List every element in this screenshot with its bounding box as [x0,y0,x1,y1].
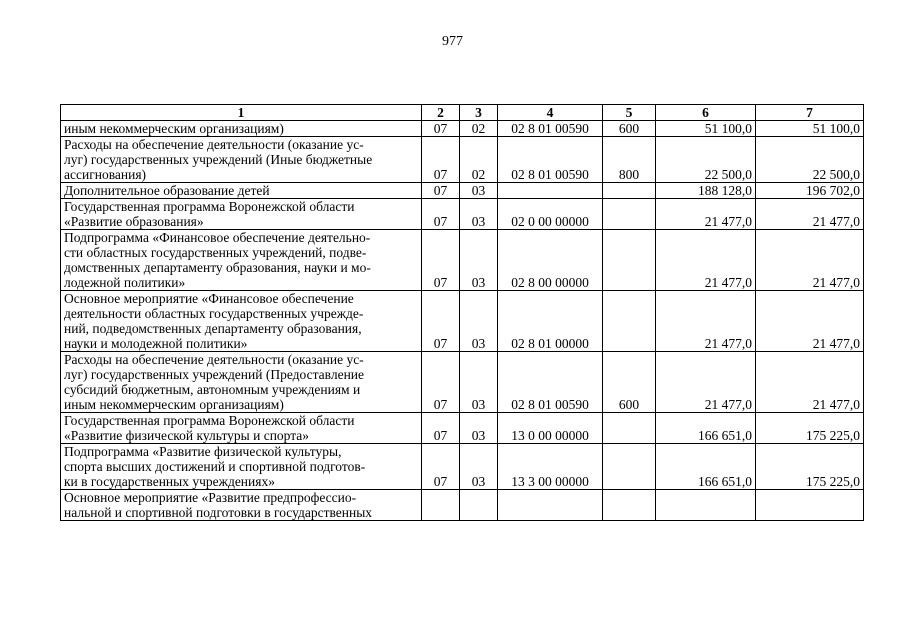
expense-type-code [603,291,656,352]
expense-name-line: ки в государственных учреждениях» [64,474,275,489]
expense-name [61,121,422,137]
section-code: 07 [422,291,460,352]
section-code: 07 [422,352,460,413]
target-article-code: 02 8 00 00000 [498,230,603,291]
expense-type-code [603,199,656,230]
expense-name-line: луг) государственных учреждений (Предоставление [64,367,365,382]
section-code: 07 [422,444,460,490]
expense-name-line: Подпрограмма «Развитие физической культуры, [64,444,342,459]
column-header: 7 [756,105,864,121]
expense-name [61,490,422,521]
amount-year-1: 166 651,0 [656,444,756,490]
amount-year-1: 188 128,0 [656,183,756,199]
target-article-code: 02 8 01 00000 [498,291,603,352]
target-article-code: 13 3 00 00000 [498,444,603,490]
section-code: 07 [422,183,460,199]
expense-name-line: Государственная программа Воронежской области [64,199,355,214]
table-row [61,121,864,137]
expense-name-line: «Развитие образования» [64,214,204,229]
target-article-code [498,490,603,521]
amount-year-2: 21 477,0 [756,352,864,413]
expense-name-line: «Развитие физической культуры и спорта» [64,428,310,443]
expense-name-line: спорта высших достижений и спортивной подготов- [64,459,366,474]
table-row [61,413,864,444]
target-article-code: 13 0 00 00000 [498,413,603,444]
amount-year-2: 51 100,0 [756,121,864,137]
amount-year-1: 21 477,0 [656,352,756,413]
expense-name [61,199,422,230]
expense-name-line: Расходы на обеспечение деятельности (оказание ус- [64,137,364,152]
amount-year-1: 51 100,0 [656,121,756,137]
expense-name [61,291,422,352]
expense-name-line: Государственная программа Воронежской области [64,413,355,428]
expense-name [61,352,422,413]
expense-name-line: ний, подведомственных департаменту образования, [64,321,362,336]
table-row [61,137,864,183]
target-article-code: 02 8 01 00590 [498,352,603,413]
expense-name [61,137,422,183]
expense-name [61,183,422,199]
budget-table [60,104,864,521]
expense-type-code [603,413,656,444]
expense-type-code: 600 [603,352,656,413]
subsection-code: 03 [460,413,498,444]
amount-year-2: 196 702,0 [756,183,864,199]
amount-year-2: 21 477,0 [756,199,864,230]
amount-year-2 [756,490,864,521]
expense-name-line: деятельности областных государственных учрежде- [64,306,364,321]
amount-year-1: 21 477,0 [656,230,756,291]
subsection-code: 03 [460,444,498,490]
subsection-code: 03 [460,230,498,291]
section-code: 07 [422,199,460,230]
table-row [61,444,864,490]
table-row [61,291,864,352]
expense-type-code: 800 [603,137,656,183]
column-header: 6 [656,105,756,121]
expense-type-code [603,444,656,490]
expense-name [61,230,422,291]
amount-year-1: 21 477,0 [656,291,756,352]
subsection-code: 03 [460,352,498,413]
section-code [422,490,460,521]
section-code: 07 [422,137,460,183]
table-row [61,230,864,291]
amount-year-2: 175 225,0 [756,413,864,444]
target-article-code: 02 8 01 00590 [498,137,603,183]
expense-name-line: иным некоммерческим организациям) [64,397,284,412]
expense-name-line: нальной и спортивной подготовки в государственных [64,505,373,520]
subsection-code: 02 [460,121,498,137]
page-number: 977 [442,34,463,49]
subsection-code: 03 [460,183,498,199]
table-row [61,352,864,413]
expense-name-line: субсидий бюджетным, автономным учреждениям и [64,382,361,397]
column-header: 2 [422,105,460,121]
expense-name-line: Дополнительное образование детей [64,183,270,198]
column-header: 3 [460,105,498,121]
expense-name-line: Расходы на обеспечение деятельности (оказание ус- [64,352,364,367]
column-header: 4 [498,105,603,121]
amount-year-1: 22 500,0 [656,137,756,183]
amount-year-2: 21 477,0 [756,291,864,352]
target-article-code: 02 0 00 00000 [498,199,603,230]
expense-type-code: 600 [603,121,656,137]
section-code: 07 [422,413,460,444]
target-article-code: 02 8 01 00590 [498,121,603,137]
expense-name [61,444,422,490]
amount-year-2: 175 225,0 [756,444,864,490]
table-row [61,490,864,521]
expense-name-line: иным некоммерческим организациям) [64,121,284,136]
expense-name [61,413,422,444]
section-code: 07 [422,230,460,291]
expense-name-line: науки и молодежной политики» [64,336,248,351]
subsection-code: 03 [460,291,498,352]
expense-name-line: ассигнования) [64,167,147,182]
table-row [61,199,864,230]
expense-name-line: Основное мероприятие «Развитие предпрофессио- [64,490,357,505]
amount-year-2: 21 477,0 [756,230,864,291]
subsection-code: 02 [460,137,498,183]
expense-name-line: Основное мероприятие «Финансовое обеспечение [64,291,354,306]
section-code: 07 [422,121,460,137]
expense-name-line: домственных департаменту образования, науки и мо- [64,260,371,275]
header-row [61,105,864,121]
column-header: 1 [61,105,422,121]
expense-name-line: луг) государственных учреждений (Иные бюджетные [64,152,373,167]
expense-type-code [603,490,656,521]
subsection-code [460,490,498,521]
amount-year-1: 166 651,0 [656,413,756,444]
amount-year-1 [656,490,756,521]
amount-year-2: 22 500,0 [756,137,864,183]
subsection-code: 03 [460,199,498,230]
expense-type-code [603,230,656,291]
target-article-code [498,183,603,199]
expense-type-code [603,183,656,199]
expense-name-line: лодежной политики» [64,275,186,290]
amount-year-1: 21 477,0 [656,199,756,230]
expense-name-line: сти областных государственных учреждений, подве- [64,245,367,260]
column-header: 5 [603,105,656,121]
expense-name-line: Подпрограмма «Финансовое обеспечение деятельно- [64,230,371,245]
table-row [61,183,864,199]
